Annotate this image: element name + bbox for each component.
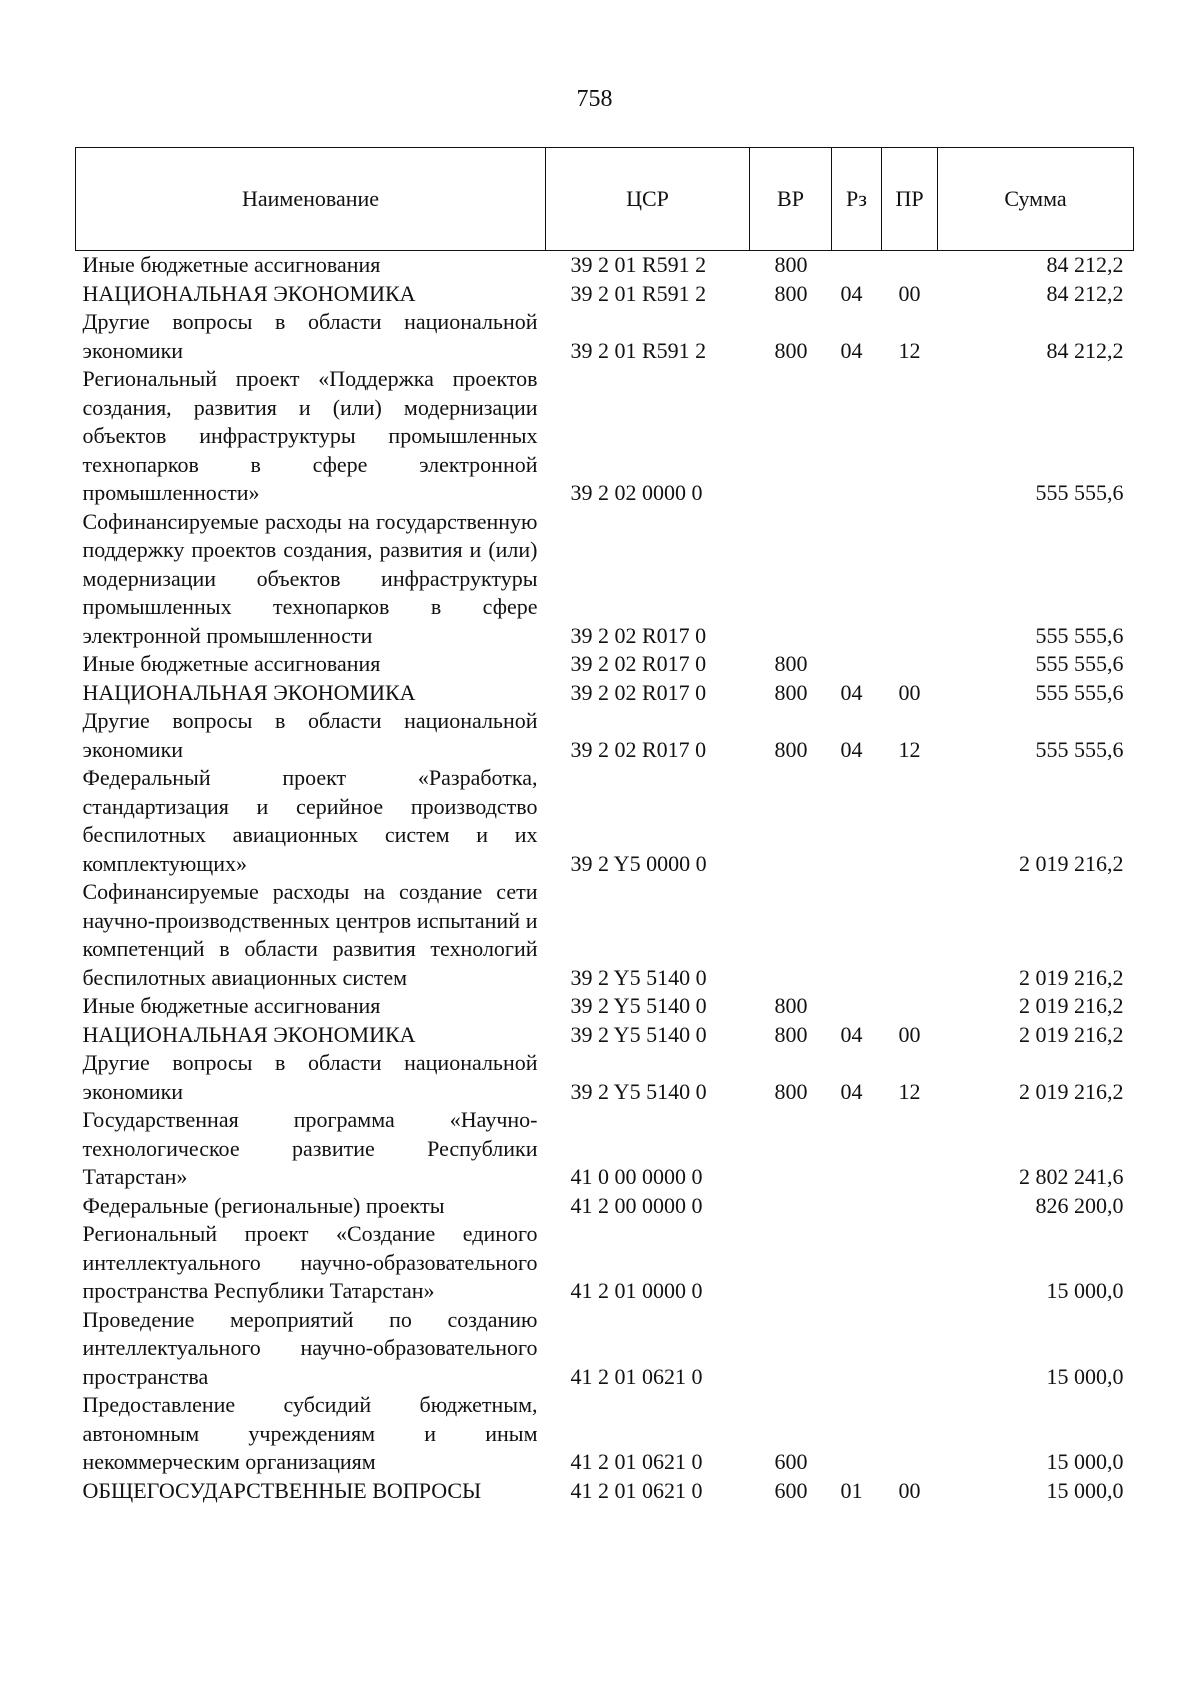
row-vr: 800 [774, 651, 808, 676]
row-vr [750, 1220, 832, 1306]
header-rz: Рз [832, 148, 882, 251]
row-rz: 04 [840, 1021, 863, 1047]
row-sum: 2 019 216,2 [1019, 850, 1124, 876]
row-vr [750, 878, 832, 992]
table-row [76, 992, 1134, 1021]
row-rz [832, 878, 882, 992]
row-rz [832, 650, 882, 679]
row-rz [832, 992, 882, 1021]
table-row [76, 707, 1134, 764]
table-row [76, 1106, 1134, 1192]
table-row [76, 1391, 1134, 1477]
row-name: Другие вопросы в области национальной экономики [82, 1050, 538, 1104]
row-csr: 39 2 02 R017 0 [570, 679, 707, 705]
row-csr: 39 2 Y5 5140 0 [570, 1078, 707, 1104]
row-rz: 01 [840, 1477, 863, 1503]
row-csr: 41 2 01 0000 0 [570, 1278, 703, 1303]
row-name: ОБЩЕГОСУДАРСТВЕННЫЕ ВОПРОСЫ [82, 1477, 482, 1503]
row-name: Другие вопросы в области национальной экономики [82, 309, 538, 363]
row-sum: 15 000,0 [1046, 1278, 1124, 1303]
row-sum: 2 019 216,2 [1019, 993, 1124, 1018]
row-sum: 2 019 216,2 [1019, 1078, 1124, 1104]
row-csr: 39 2 01 R591 2 [570, 280, 707, 306]
row-name: Проведение мероприятий по созданию интеллектуального научно-образовательного пространства [82, 1306, 538, 1389]
row-sum: 555 555,6 [1035, 736, 1124, 762]
row-name: Софинансируемые расходы на создание сети научно-производственных центров испытаний и компетенций в области развития технологий беспилотных авиационных систем [82, 879, 538, 990]
row-csr: 39 2 Y5 5140 0 [570, 993, 707, 1018]
row-rz [832, 1192, 882, 1221]
row-sum: 555 555,6 [1035, 622, 1124, 648]
row-name: Предоставление субсидий бюджетным, автономным учреждениям и иным некоммерческим организациям [82, 1392, 538, 1474]
row-sum: 826 200,0 [1035, 1192, 1124, 1218]
row-vr [750, 1106, 832, 1192]
row-rz [832, 1220, 882, 1306]
row-csr: 39 2 Y5 0000 0 [570, 850, 707, 876]
row-name: Федеральный проект «Разработка, стандартизация и серийное производство беспилотных авиационных систем и их комплектующих» [82, 765, 538, 876]
table-row [76, 764, 1134, 878]
table-row [76, 1021, 1134, 1050]
row-sum: 84 212,2 [1046, 280, 1124, 306]
row-rz [832, 1391, 882, 1477]
row-name: Федеральные (региональные) проекты [82, 1192, 445, 1218]
row-pr [882, 365, 938, 508]
row-sum: 2 019 216,2 [1019, 964, 1124, 990]
table-header [76, 148, 1134, 251]
table-row [76, 679, 1134, 708]
table-row [76, 1477, 1134, 1506]
row-vr: 800 [774, 337, 808, 363]
header-name: Наименование [76, 148, 546, 251]
row-pr [882, 992, 938, 1021]
row-csr: 39 2 02 R017 0 [570, 651, 707, 676]
row-csr: 39 2 Y5 5140 0 [570, 1021, 707, 1047]
row-pr [882, 1192, 938, 1221]
row-csr: 39 2 01 R591 2 [570, 337, 707, 363]
row-vr: 800 [774, 252, 808, 277]
row-sum: 555 555,6 [1035, 480, 1124, 505]
row-vr: 800 [774, 280, 808, 306]
row-sum: 84 212,2 [1046, 337, 1124, 363]
row-sum: 15 000,0 [1046, 1449, 1124, 1474]
table-row [76, 878, 1134, 992]
row-csr: 41 0 00 0000 0 [570, 1164, 703, 1189]
row-sum: 15 000,0 [1046, 1477, 1124, 1503]
row-pr: 12 [898, 337, 921, 363]
header-csr: ЦСР [546, 148, 750, 251]
row-name: Другие вопросы в области национальной экономики [82, 708, 538, 762]
row-rz: 04 [840, 280, 863, 306]
budget-table [75, 147, 1134, 1505]
row-vr [750, 508, 832, 651]
row-name: Иные бюджетные ассигнования [82, 993, 381, 1018]
row-vr [750, 1306, 832, 1392]
table-row [76, 308, 1134, 365]
table-row [76, 365, 1134, 508]
table-row [76, 1049, 1134, 1106]
row-name: Софинансируемые расходы на государственную поддержку проектов создания, развития и (или) модернизации объектов инфраструктуры промышленных технопарков в сфере электронной промышленности [82, 508, 538, 648]
row-rz: 04 [840, 1078, 863, 1104]
table-body [76, 251, 1134, 1506]
row-name: НАЦИОНАЛЬНАЯ ЭКОНОМИКА [82, 679, 416, 705]
row-pr [882, 764, 938, 878]
row-vr: 800 [774, 736, 808, 762]
header-vr: ВР [750, 148, 832, 251]
row-pr [882, 1220, 938, 1306]
row-pr [882, 878, 938, 992]
row-rz [832, 365, 882, 508]
row-rz [832, 1106, 882, 1192]
row-rz [832, 764, 882, 878]
row-name: Иные бюджетные ассигнования [82, 651, 381, 676]
row-name: Иные бюджетные ассигнования [82, 252, 381, 277]
row-pr [882, 1106, 938, 1192]
row-csr: 39 2 01 R591 2 [570, 252, 707, 277]
row-pr: 00 [898, 280, 921, 306]
table-row [76, 1306, 1134, 1392]
row-csr: 39 2 02 R017 0 [570, 736, 707, 762]
row-sum: 2 802 241,6 [1019, 1164, 1124, 1189]
row-vr [750, 764, 832, 878]
row-vr: 800 [774, 993, 808, 1018]
row-name: НАЦИОНАЛЬНАЯ ЭКОНОМИКА [82, 280, 416, 306]
row-csr: 41 2 00 0000 0 [570, 1192, 703, 1218]
row-pr: 00 [898, 1021, 921, 1047]
table-row [76, 650, 1134, 679]
row-csr: 39 2 Y5 5140 0 [570, 964, 707, 990]
row-sum: 84 212,2 [1046, 252, 1124, 277]
row-sum: 15 000,0 [1046, 1363, 1124, 1389]
row-vr: 800 [774, 679, 808, 705]
row-pr [882, 1391, 938, 1477]
row-vr: 800 [774, 1078, 808, 1104]
row-csr: 41 2 01 0621 0 [570, 1363, 703, 1389]
row-csr: 39 2 02 R017 0 [570, 622, 707, 648]
row-rz: 04 [840, 736, 863, 762]
page-number: 758 [576, 86, 613, 112]
row-vr: 600 [774, 1477, 808, 1503]
row-pr [882, 508, 938, 651]
row-name: Региональный проект «Создание единого интеллектуального научно-образовательного пространства Республики Татарстан» [82, 1221, 538, 1303]
row-pr: 00 [898, 679, 921, 705]
table-row [76, 1220, 1134, 1306]
row-rz [832, 1306, 882, 1392]
row-pr [882, 650, 938, 679]
table-row [76, 508, 1134, 651]
row-pr: 00 [898, 1477, 921, 1503]
header-sum: Сумма [938, 148, 1134, 251]
row-name: Государственная программа «Научно-технологическое развитие Республики Татарстан» [82, 1107, 538, 1189]
table-row [76, 1192, 1134, 1221]
row-pr [882, 1306, 938, 1392]
row-vr: 800 [774, 1021, 808, 1047]
row-sum: 555 555,6 [1035, 679, 1124, 705]
row-name: НАЦИОНАЛЬНАЯ ЭКОНОМИКА [82, 1021, 416, 1047]
row-rz [832, 508, 882, 651]
row-csr: 41 2 01 0621 0 [570, 1477, 703, 1503]
row-sum: 2 019 216,2 [1019, 1021, 1124, 1047]
table-row [76, 280, 1134, 309]
header-pr: ПР [882, 148, 938, 251]
row-vr: 600 [774, 1449, 808, 1474]
row-pr: 12 [898, 736, 921, 762]
row-sum: 555 555,6 [1035, 651, 1124, 676]
row-pr [882, 251, 938, 280]
row-name: Региональный проект «Поддержка проектов создания, развития и (или) модернизации объектов инфраструктуры промышленных технопарков в сфере электронной промышленности» [82, 366, 538, 505]
row-pr: 12 [898, 1078, 921, 1104]
table-row [76, 251, 1134, 280]
row-vr [750, 365, 832, 508]
row-rz: 04 [840, 337, 863, 363]
row-csr: 41 2 01 0621 0 [570, 1449, 703, 1474]
row-csr: 39 2 02 0000 0 [570, 480, 703, 505]
row-vr [750, 1192, 832, 1221]
row-rz [832, 251, 882, 280]
row-rz: 04 [840, 679, 863, 705]
